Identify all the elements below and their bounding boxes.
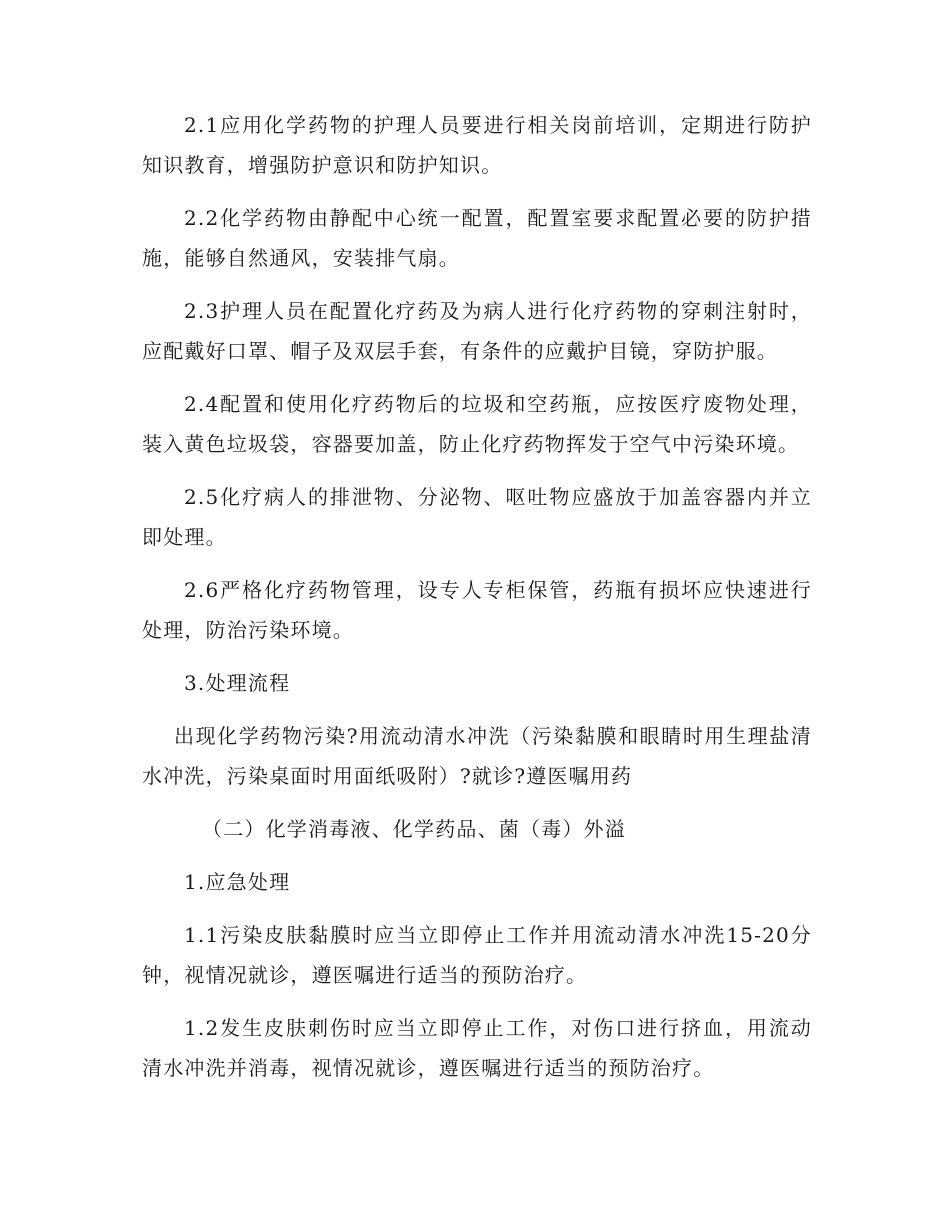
section-heading-emergency-handling: 1.应急处理 xyxy=(184,870,291,894)
paragraph-2-4: 2.4配置和使用化疗药物后的垃圾和空药瓶，应按医疗废物处理，装入黄色垃圾袋，容器要加盖，防止化疗药物挥发于空气中污染环境。 xyxy=(142,392,812,456)
paragraph-2-5: 2.5化疗病人的排泄物、分泌物、呕吐物应盛放于加盖容器内并立即处理。 xyxy=(142,485,812,549)
paragraph-2-2: 2.2化学药物由静配中心统一配置，配置室要求配置必要的防护措施，能够自然通风，安装排气扇。 xyxy=(142,206,812,270)
paragraph-2-3: 2.3护理人员在配置化疗药及为病人进行化疗药物的穿刺注射时，应配戴好口罩、帽子及双层手套，有条件的应戴护目镜，穿防护服。 xyxy=(142,299,812,363)
section-heading-processing-flow: 3.处理流程 xyxy=(184,671,291,695)
paragraph-2-6: 2.6严格化疗药物管理，设专人专柜保管，药瓶有损坏应快速进行处理，防治污染环境。 xyxy=(142,578,812,642)
section-heading-chemical-spill: （二）化学消毒液、化学药品、菌（毒）外溢 xyxy=(202,817,626,841)
paragraph-processing-flow: 出现化学药物污染?用流动清水冲洗（污染黏膜和眼睛时用生理盐清水冲洗，污染桌面时用面纸吸附）?就诊?遵医嘱用药 xyxy=(142,724,812,788)
paragraph-1-1: 1.1污染皮肤黏膜时应当立即停止工作并用流动清水冲洗15-20分钟，视情况就诊，遵医嘱进行适当的预防治疗。 xyxy=(142,923,812,987)
paragraph-1-2: 1.2发生皮肤刺伤时应当立即停止工作，对伤口进行挤血，用流动清水冲洗并消毒，视情况就诊，遵医嘱进行适当的预防治疗。 xyxy=(142,1016,812,1080)
paragraph-2-1: 2.1应用化学药物的护理人员要进行相关岗前培训，定期进行防护知识教育，增强防护意识和防护知识。 xyxy=(142,113,812,177)
document-body xyxy=(142,105,812,1101)
